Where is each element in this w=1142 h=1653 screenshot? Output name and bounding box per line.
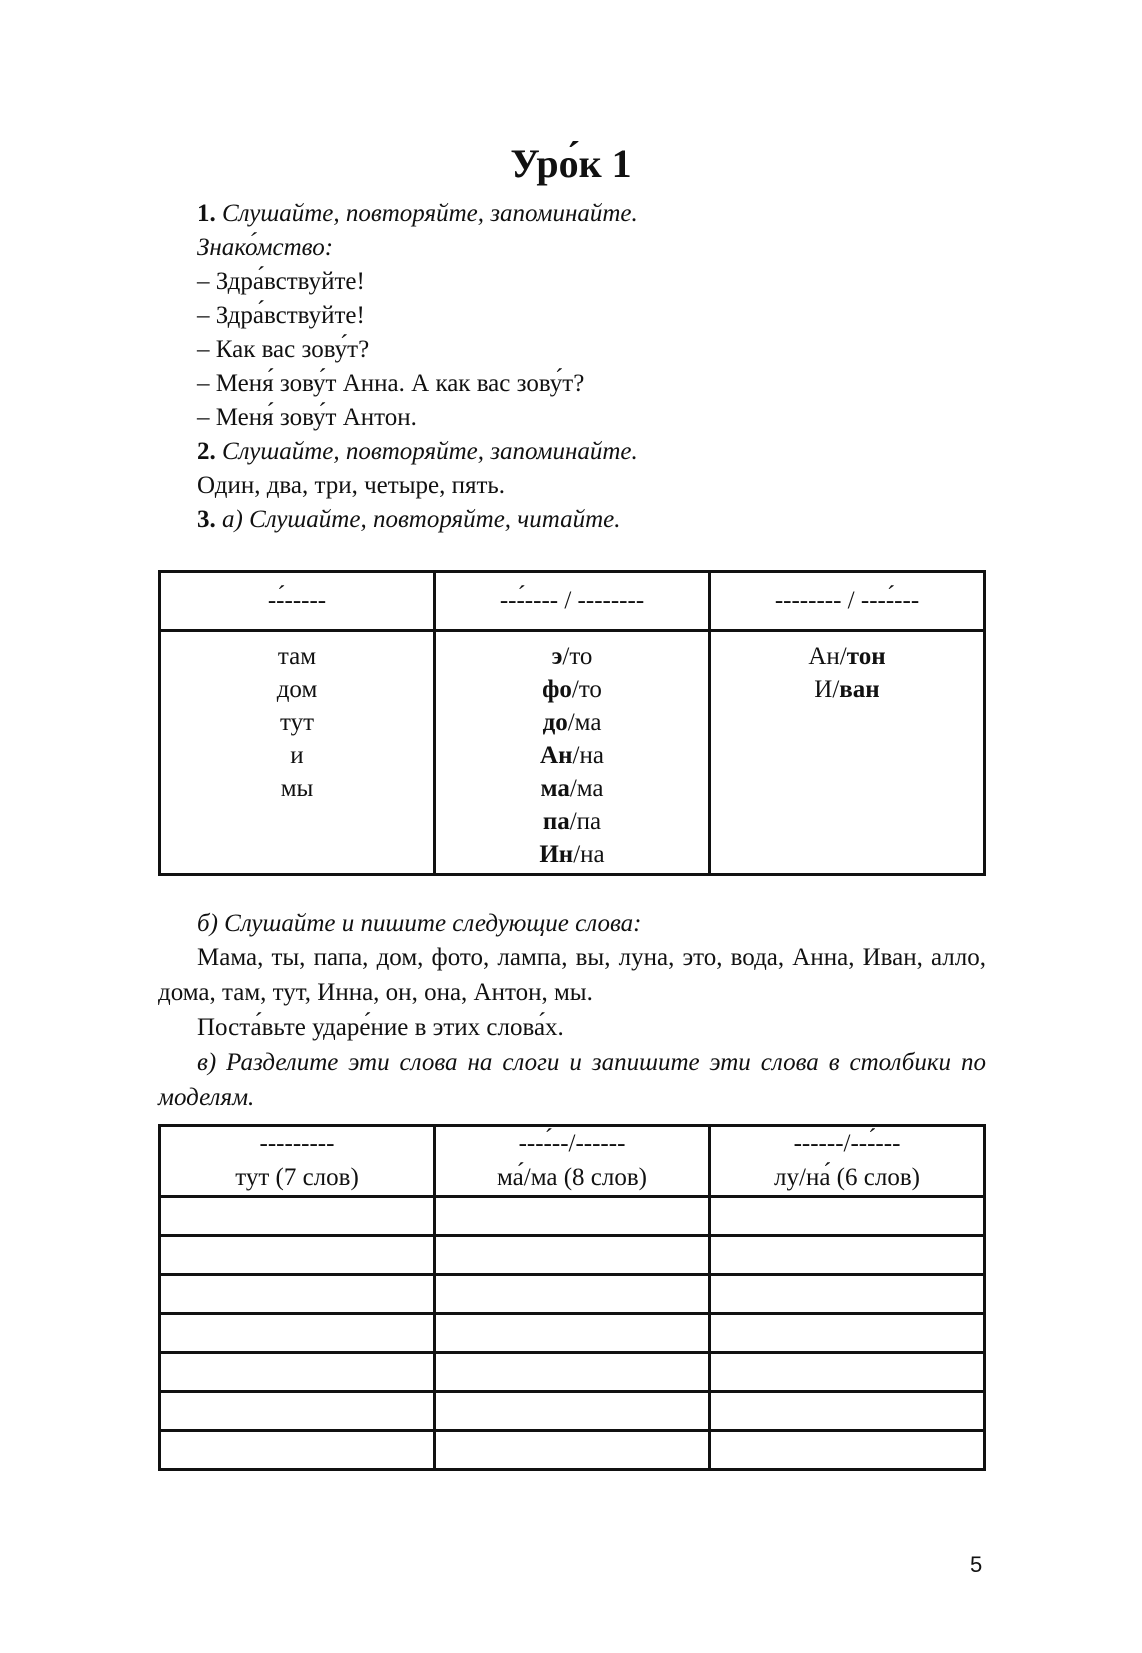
ex3-heading [197, 504, 620, 536]
answer-cell[interactable] [435, 1314, 710, 1353]
syllable: Ан/ [808, 643, 847, 670]
answer-cell[interactable] [160, 1392, 435, 1431]
word [712, 640, 982, 673]
table-row [160, 1353, 985, 1392]
model-label: лу/на́ (6 слов) [774, 1164, 920, 1191]
ex3-instruction-b: б) Слушайте и пишите следующие слова: [197, 910, 642, 937]
stressed-syllable: па [542, 808, 570, 835]
ex1-instruction: Слушайте, повторяйте, запоминайте. [222, 200, 638, 227]
ex2-instruction: Слушайте, повторяйте, запоминайте. [222, 438, 638, 465]
table-row [160, 1197, 985, 1236]
model-pattern: ------/---́--- [793, 1130, 901, 1157]
stressed-syllable: ван [839, 676, 880, 703]
table-c-header-row [160, 1126, 985, 1197]
ex3-instruction-c: в) Разделите эти слова на слоги и запишите эти слова в столбики по моделям. [158, 1049, 986, 1111]
model-label: ма́/ма (8 слов) [497, 1164, 647, 1191]
stress-task: Поста́вьте ударе́ние в этих слова́х. [197, 1014, 564, 1041]
page-number: 5 [970, 1552, 983, 1577]
table-a-header-row [160, 572, 985, 631]
stressed-syllable: э [551, 643, 563, 670]
table-c-header [160, 1126, 435, 1197]
model-pattern: --------- [259, 1130, 335, 1157]
word [437, 706, 707, 739]
ex3-instruction-a: а) Слушайте, повторяйте, читайте. [222, 506, 621, 533]
table-c-header [435, 1126, 710, 1197]
table-row [160, 1275, 985, 1314]
answer-cell[interactable] [710, 1275, 985, 1314]
model-label: тут (7 слов) [235, 1164, 359, 1191]
table-a-col3 [710, 631, 985, 875]
answer-cell[interactable] [710, 1392, 985, 1431]
syllable: И/ [814, 676, 840, 703]
dialog-line: – Здра́вствуйте! [197, 302, 365, 329]
answer-cell[interactable] [435, 1197, 710, 1236]
stressed-syllable: до [542, 709, 568, 736]
answer-cell[interactable] [710, 1197, 985, 1236]
syllable: /то [562, 643, 593, 670]
syllable: /на [573, 841, 605, 868]
dialog-line: – Меня́ зову́т Анна. А как вас зову́т? [197, 370, 585, 397]
table-a-header: ---́---- / -------- [435, 572, 710, 631]
answer-cell[interactable] [710, 1314, 985, 1353]
stressed-syllable: фо [542, 676, 572, 703]
answer-cell[interactable] [160, 1431, 435, 1470]
table-row [160, 1236, 985, 1275]
table-row [160, 1314, 985, 1353]
answer-cell[interactable] [435, 1353, 710, 1392]
word [437, 640, 707, 673]
syllable-table-c [158, 1124, 986, 1471]
page-title: Уро́к 1 [510, 141, 632, 186]
word: там [277, 643, 317, 670]
syllable: /на [572, 742, 604, 769]
word [437, 673, 707, 706]
word: дом [276, 676, 318, 703]
answer-cell[interactable] [160, 1236, 435, 1275]
answer-cell[interactable] [160, 1353, 435, 1392]
dialog-line: – Здра́вствуйте! [197, 268, 365, 295]
syllable: /то [571, 676, 602, 703]
syllable: /ма [567, 709, 602, 736]
answer-cell[interactable] [710, 1353, 985, 1392]
stressed-syllable: Ин [539, 841, 574, 868]
dialog-line: – Как вас зову́т? [197, 336, 370, 363]
answer-cell[interactable] [160, 1275, 435, 1314]
ex1-heading [197, 198, 638, 230]
table-a-header: -------- / ----́--- [710, 572, 985, 631]
answer-cell[interactable] [160, 1197, 435, 1236]
stressed-syllable: ма [540, 775, 570, 802]
stressed-syllable: тон [846, 643, 886, 670]
word: мы [280, 775, 314, 802]
answer-cell[interactable] [435, 1236, 710, 1275]
table-c-header [710, 1126, 985, 1197]
dialog-line: – Меня́ зову́т Антон. [197, 404, 417, 431]
word [437, 805, 707, 838]
word: тут [279, 709, 315, 736]
word: и [290, 742, 304, 769]
answer-cell[interactable] [435, 1431, 710, 1470]
answer-cell[interactable] [160, 1314, 435, 1353]
ex1-subtitle: Знако́мство: [197, 234, 334, 261]
ex3-number: 3. [197, 506, 216, 533]
stressed-syllable: Ан [540, 742, 573, 769]
table-row [160, 1431, 985, 1470]
ex2-numbers-text: Один, два, три, четыре, пять. [197, 472, 506, 499]
word [437, 739, 707, 772]
syllable-table-a [158, 570, 986, 876]
table-a-col1 [160, 631, 435, 875]
answer-cell[interactable] [435, 1275, 710, 1314]
ex1-number: 1. [197, 200, 216, 227]
table-row [160, 1392, 985, 1431]
table-a-header: --́----- [160, 572, 435, 631]
syllable: /ма [569, 775, 604, 802]
answer-cell[interactable] [710, 1236, 985, 1275]
table-a-body-row [160, 631, 985, 875]
table-a-col2 [435, 631, 710, 875]
ex2-number: 2. [197, 438, 216, 465]
words-list: Мама, ты, папа, дом, фото, лампа, вы, луна, это, вода, Анна, Иван, алло, дома, там, тут, Инна, он, она, Антон, мы. [158, 944, 986, 1006]
word [437, 772, 707, 805]
ex2-heading [197, 436, 638, 468]
model-pattern: ----́--/------ [518, 1130, 626, 1157]
answer-cell[interactable] [435, 1392, 710, 1431]
word [712, 673, 982, 706]
answer-cell[interactable] [710, 1431, 985, 1470]
syllable: /па [569, 808, 602, 835]
word [437, 838, 707, 871]
